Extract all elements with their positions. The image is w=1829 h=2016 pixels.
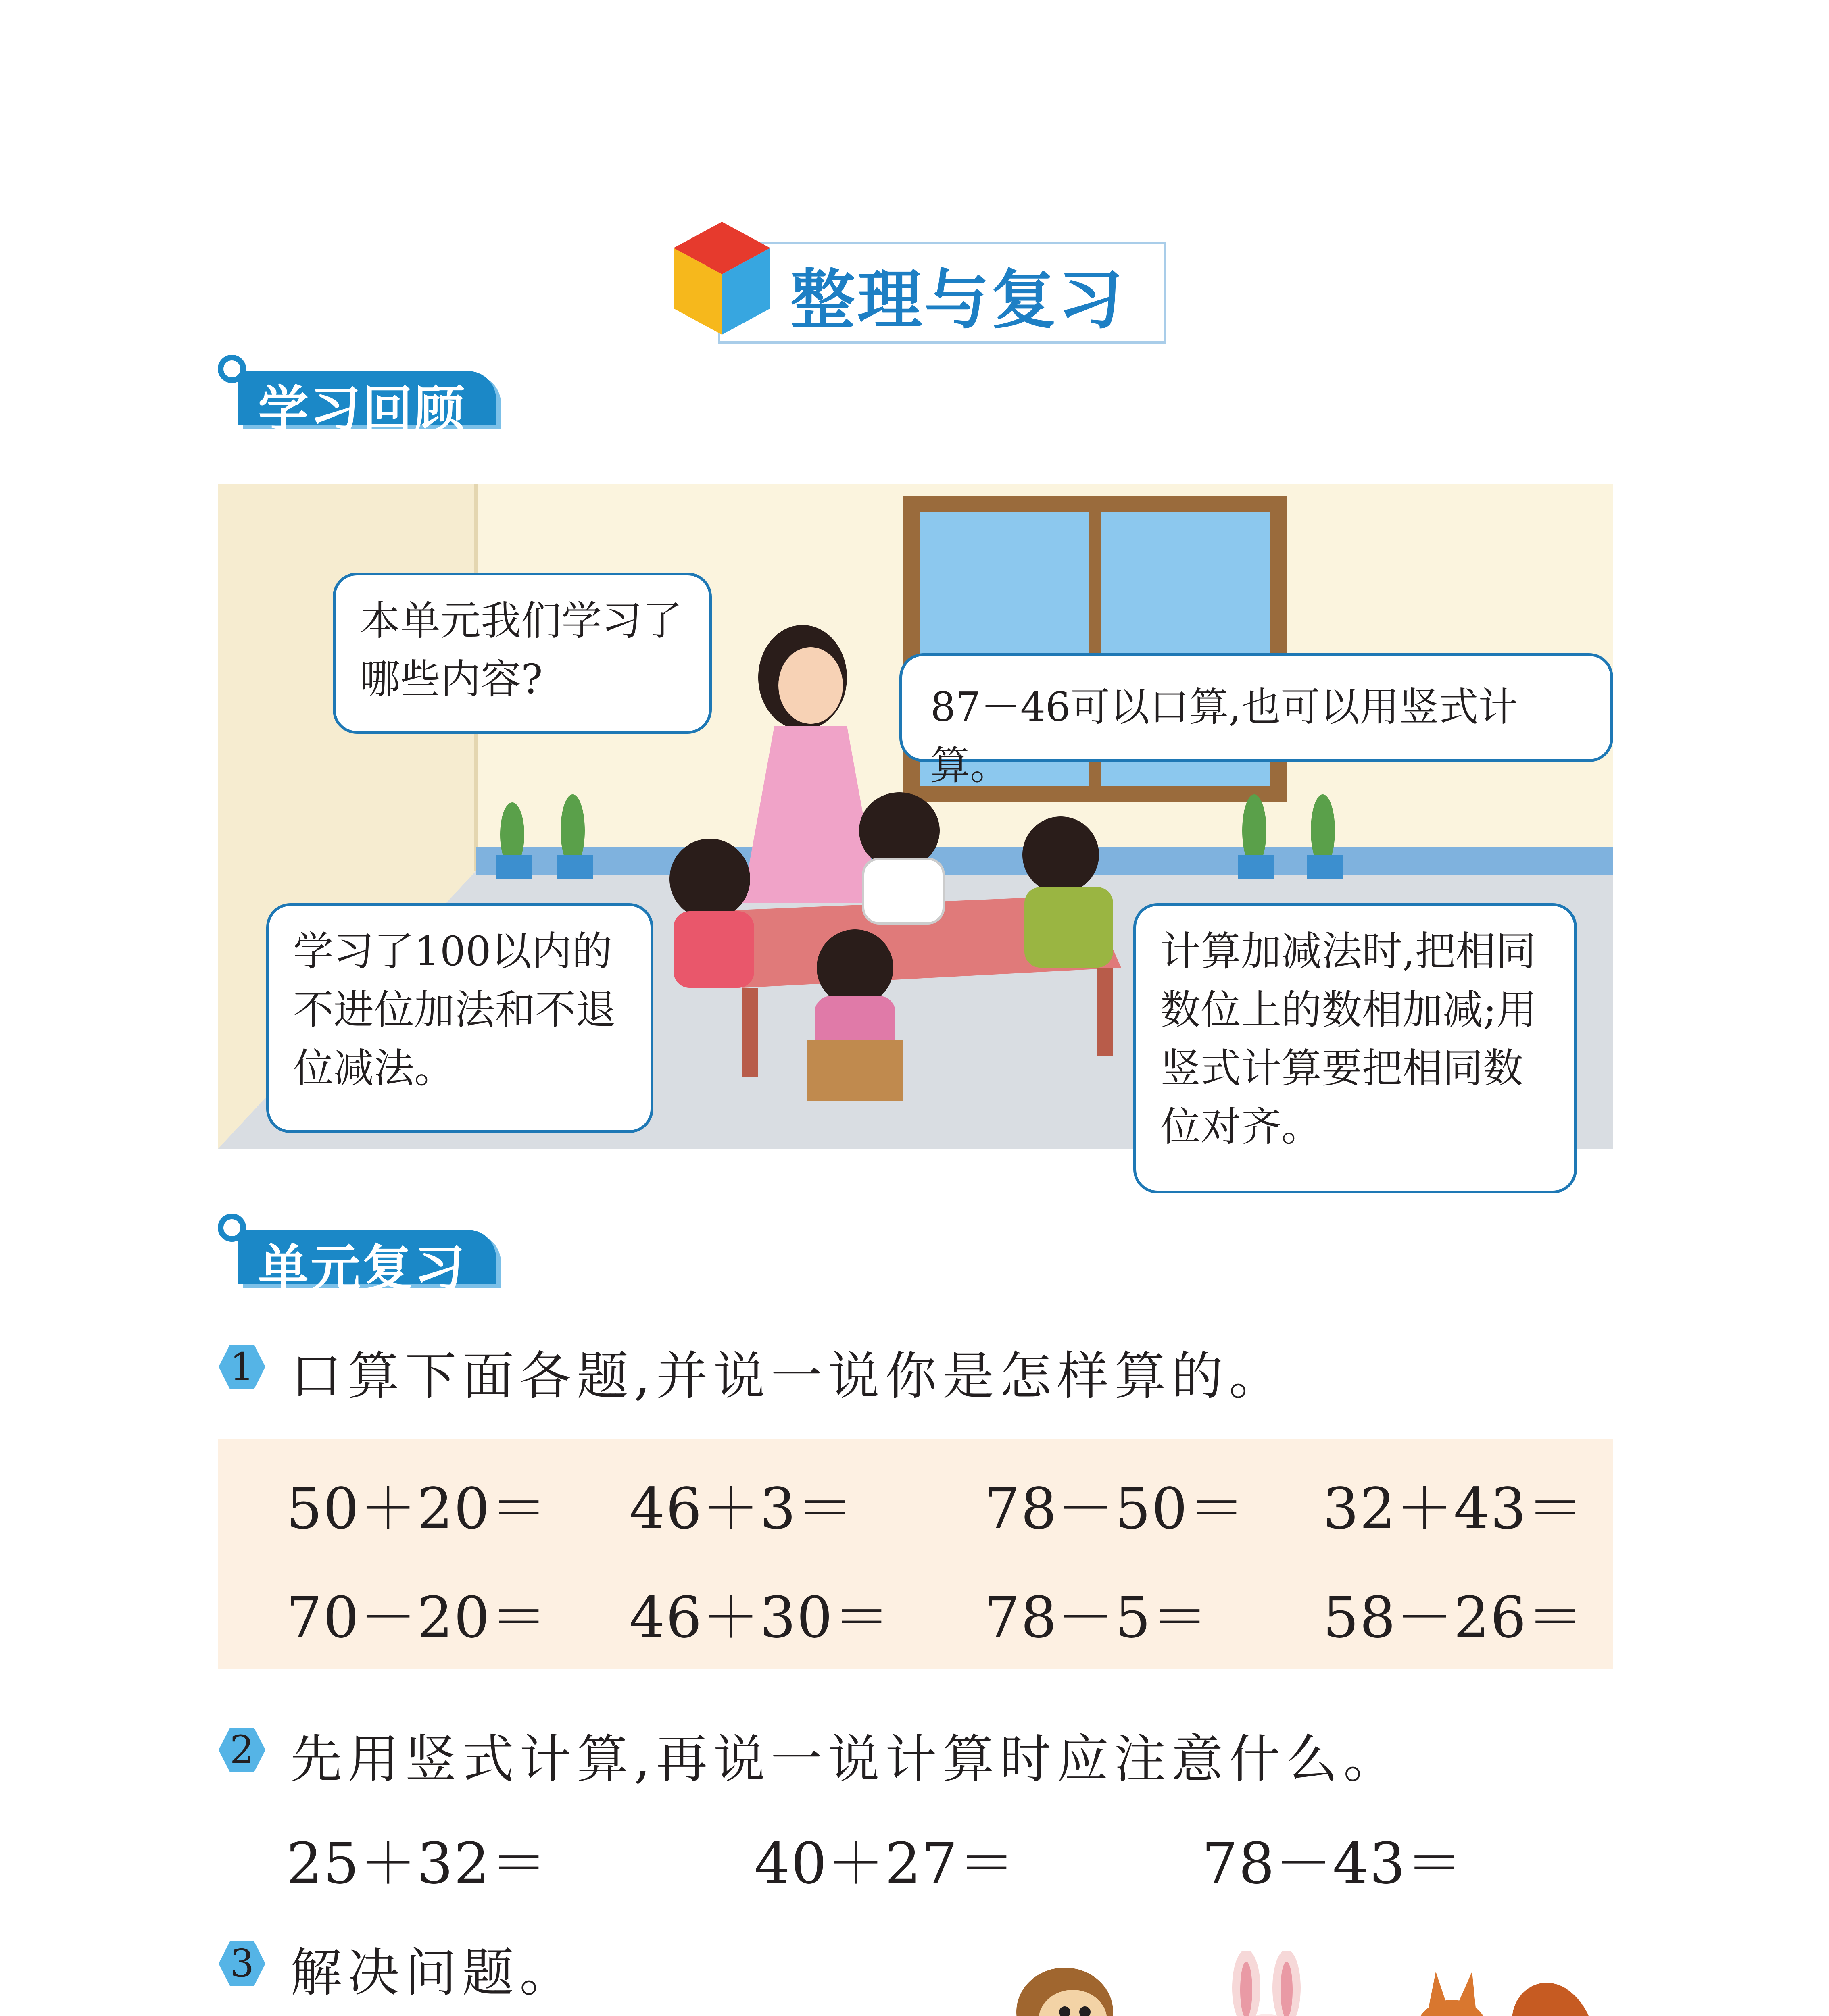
expression: 78－43＝	[1202, 1831, 1464, 1897]
page-title: 整理与复习	[790, 262, 1126, 337]
bullet-dot-icon	[218, 355, 246, 383]
expression: 70－20＝	[286, 1585, 548, 1651]
page-title-banner	[665, 214, 1174, 347]
cube-icon	[665, 214, 778, 343]
monkey-icon	[952, 1960, 1129, 2016]
question-text: 先用竖式计算,再说一说计算时应注意什么。	[290, 1729, 1401, 1789]
question-number: 1	[229, 1345, 254, 1389]
question-number: 2	[229, 1728, 254, 1772]
question-text: 口算下面各题,并说一说你是怎样算的。	[290, 1346, 1286, 1406]
question-number: 3	[229, 1941, 254, 1986]
expression: 32＋43＝	[1323, 1476, 1585, 1542]
squirrel-icon	[1395, 1964, 1621, 2016]
rabbit-icon	[1198, 1951, 1335, 2016]
expression: 25＋32＝	[286, 1831, 548, 1897]
expression: 78－50＝	[984, 1476, 1246, 1542]
expression: 40＋27＝	[754, 1831, 1016, 1897]
bullet-dot-icon	[218, 1214, 246, 1242]
question-text: 解决问题。	[290, 1943, 577, 2003]
expression: 50＋20＝	[286, 1476, 548, 1542]
speech-bubble-teacher: 本单元我们学习了哪些内容?	[333, 573, 712, 734]
expression: 78－5＝	[984, 1585, 1209, 1651]
speech-bubble-girl: 学习了100以内的不进位加法和不退位减法。	[266, 903, 653, 1133]
expression: 46＋3＝	[629, 1476, 854, 1542]
speech-bubble-boy-right: 计算加减法时,把相同数位上的数相加减;用竖式计算要把相同数位对齐。	[1133, 903, 1577, 1193]
expression: 58－26＝	[1323, 1585, 1585, 1651]
section-header-unit: 单元复习	[218, 1214, 524, 1286]
speech-bubble-boy: 87－46可以口算,也可以用竖式计算。	[899, 653, 1613, 762]
expression: 46＋30＝	[629, 1585, 891, 1651]
section-header-review: 学习回顾	[218, 355, 524, 427]
